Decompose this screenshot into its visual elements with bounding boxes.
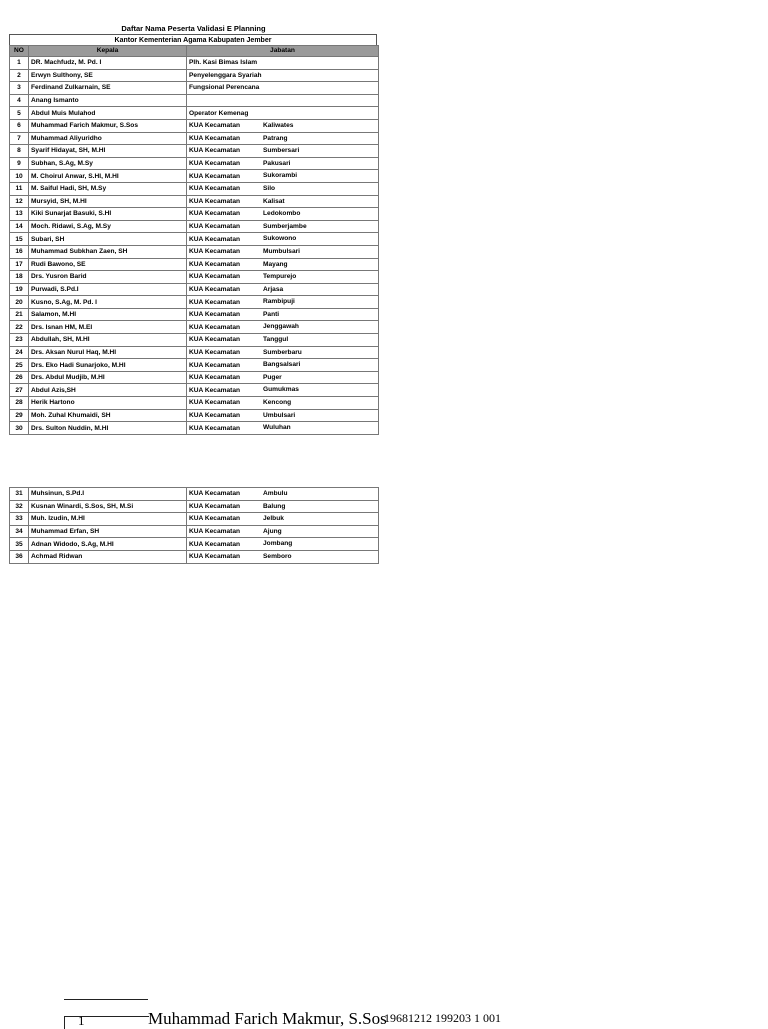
row-kecamatan: Sumbersari: [263, 147, 300, 155]
row-kepala: Abdul Muis Mulahod: [29, 107, 187, 120]
row-jabatan: KUA Kecamatan: [189, 386, 241, 394]
row-kecamatan: Umbulsari: [263, 411, 296, 419]
table-row: [10, 397, 379, 410]
row-kepala: M. Choirul Anwar, S.HI, M.HI: [29, 170, 187, 183]
row-jabatan-cell: [187, 208, 379, 221]
row-kecamatan: Jenggawah: [263, 323, 299, 331]
row-jabatan: KUA Kecamatan: [189, 311, 241, 319]
row-number: 4: [10, 94, 29, 107]
row-number: 27: [10, 384, 29, 397]
next-page-fragment: [60, 996, 760, 1028]
row-number: 13: [10, 208, 29, 221]
row-kecamatan: Semboro: [263, 552, 292, 560]
row-jabatan-cell: [187, 132, 379, 145]
row-kepala: Achmad Ridwan: [29, 550, 187, 563]
row-kepala: Subhan, S.Ag, M.Sy: [29, 157, 187, 170]
row-jabatan: KUA Kecamatan: [189, 160, 241, 168]
table-row: [10, 283, 379, 296]
table-row: [10, 57, 379, 70]
table-row: [10, 258, 379, 271]
row-jabatan-cell: [187, 119, 379, 132]
row-kepala: Moh. Zuhal Khumaidi, SH: [29, 409, 187, 422]
table-row: [10, 422, 379, 435]
row-number: 36: [10, 550, 29, 563]
row-kepala: Moch. Ridawi, S.Ag, M.Sy: [29, 220, 187, 233]
row-jabatan: KUA Kecamatan: [189, 210, 241, 218]
row-jabatan: KUA Kecamatan: [189, 348, 241, 356]
row-number: 14: [10, 220, 29, 233]
row-jabatan-cell: [187, 157, 379, 170]
row-kecamatan: Kencong: [263, 399, 292, 407]
row-number: 15: [10, 233, 29, 246]
row-number: 21: [10, 308, 29, 321]
row-kecamatan: Kalisat: [263, 197, 285, 205]
row-jabatan: KUA Kecamatan: [189, 223, 241, 231]
row-number: 33: [10, 513, 29, 526]
row-jabatan-cell: [187, 346, 379, 359]
row-kepala: Drs. Eko Hadi Sunarjoko, M.HI: [29, 359, 187, 372]
row-jabatan: Fungsional Perencana: [189, 84, 260, 92]
row-jabatan: KUA Kecamatan: [189, 490, 241, 498]
row-jabatan: KUA Kecamatan: [189, 374, 241, 382]
row-kecamatan: Panti: [263, 310, 280, 318]
row-jabatan-cell: [187, 538, 379, 551]
row-kepala: Erwyn Sulthony, SE: [29, 69, 187, 82]
row-jabatan-cell: [187, 195, 379, 208]
row-jabatan-cell: [187, 359, 379, 372]
row-kepala: Abdullah, SH, M.HI: [29, 334, 187, 347]
row-jabatan: KUA Kecamatan: [189, 424, 241, 432]
table-row: [10, 550, 379, 563]
row-kepala: Drs. Abdul Mudjib, M.HI: [29, 371, 187, 384]
row-kepala: Drs. Sulton Nuddin, M.HI: [29, 422, 187, 435]
row-kepala: Muhammad Aliyuridho: [29, 132, 187, 145]
row-jabatan-cell: [187, 550, 379, 563]
row-kecamatan: Gumukmas: [263, 386, 299, 394]
table-row: [10, 208, 379, 221]
row-jabatan-cell: [187, 409, 379, 422]
row-kecamatan: Patrang: [263, 134, 288, 142]
row-jabatan-cell: [187, 170, 379, 183]
row-jabatan-cell: [187, 500, 379, 513]
table-row: [10, 371, 379, 384]
row-kecamatan: Pakusari: [263, 159, 291, 167]
row-number: 12: [10, 195, 29, 208]
row-jabatan-cell: [187, 82, 379, 95]
row-kecamatan: Ajung: [263, 527, 282, 535]
row-number: 11: [10, 182, 29, 195]
row-kepala: Salamon, M.HI: [29, 308, 187, 321]
row-kecamatan: Sukowono: [263, 235, 297, 243]
row-kecamatan: Tanggul: [263, 336, 289, 344]
row-jabatan: KUA Kecamatan: [189, 361, 241, 369]
fragment-rule: [64, 999, 148, 1000]
row-number: 10: [10, 170, 29, 183]
row-jabatan-cell: [187, 245, 379, 258]
row-jabatan-cell: [187, 220, 379, 233]
document-title: Daftar Nama Peserta Validasi E Planning: [121, 24, 266, 33]
row-kepala: Drs. Yusron Barid: [29, 271, 187, 284]
row-kecamatan: Wuluhan: [263, 424, 291, 432]
row-kepala: Kiki Sunarjat Basuki, S.HI: [29, 208, 187, 221]
row-jabatan: KUA Kecamatan: [189, 399, 241, 407]
row-jabatan: Plh. Kasi Bimas Islam: [189, 59, 258, 67]
participants-table-body: [10, 57, 379, 435]
row-kecamatan: Ledokombo: [263, 210, 301, 218]
row-jabatan-cell: [187, 271, 379, 284]
row-jabatan: KUA Kecamatan: [189, 298, 241, 306]
row-kecamatan: Ambulu: [263, 490, 288, 497]
fragment-cell-border: [64, 1016, 149, 1029]
row-jabatan: KUA Kecamatan: [189, 528, 241, 536]
table-row: [10, 182, 379, 195]
row-kecamatan: Silo: [263, 184, 276, 192]
row-number: 25: [10, 359, 29, 372]
row-kecamatan: Jelbuk: [263, 515, 284, 523]
row-jabatan: KUA Kecamatan: [189, 122, 241, 130]
header-no: NO: [10, 46, 29, 57]
row-kecamatan: Jombang: [263, 540, 293, 548]
table-row: [10, 321, 379, 334]
row-jabatan-cell: [187, 57, 379, 70]
row-jabatan-cell: [187, 233, 379, 246]
row-kepala: Adnan Widodo, S.Ag, M.HI: [29, 538, 187, 551]
row-number: 26: [10, 371, 29, 384]
table-row: [10, 245, 379, 258]
row-jabatan: KUA Kecamatan: [189, 185, 241, 193]
row-jabatan: KUA Kecamatan: [189, 515, 241, 523]
row-kepala: Drs. Isnan HM, M.EI: [29, 321, 187, 334]
table-row: [10, 107, 379, 120]
table-row: [10, 145, 379, 158]
row-jabatan: KUA Kecamatan: [189, 411, 241, 419]
row-jabatan: KUA Kecamatan: [189, 147, 241, 155]
row-kecamatan: Sumberbaru: [263, 348, 302, 356]
row-jabatan: KUA Kecamatan: [189, 540, 241, 548]
participants-table: [9, 45, 379, 435]
table-row: [10, 359, 379, 372]
table-row: [10, 195, 379, 208]
row-number: 5: [10, 107, 29, 120]
row-number: 34: [10, 525, 29, 538]
row-jabatan: KUA Kecamatan: [189, 197, 241, 205]
row-number: 23: [10, 334, 29, 347]
row-kepala: Muhammad Erfan, SH: [29, 525, 187, 538]
row-kepala: Subari, SH: [29, 233, 187, 246]
row-number: 3: [10, 82, 29, 95]
row-kepala: DR. Machfudz, M. Pd. I: [29, 57, 187, 70]
row-jabatan: KUA Kecamatan: [189, 273, 241, 281]
row-kepala: Ferdinand Zulkarnain, SE: [29, 82, 187, 95]
row-kepala: Purwadi, S.Pd.I: [29, 283, 187, 296]
row-jabatan: KUA Kecamatan: [189, 553, 241, 561]
table-row: [10, 384, 379, 397]
row-jabatan-cell: [187, 182, 379, 195]
row-number: 28: [10, 397, 29, 410]
row-jabatan-cell: [187, 422, 379, 435]
office-name: Kantor Kementerian Agama Kabupaten Jember: [9, 34, 377, 45]
table-row: [10, 94, 379, 107]
row-number: 32: [10, 500, 29, 513]
row-kepala: Drs. Aksan Nurul Haq, M.HI: [29, 346, 187, 359]
table-row: [10, 82, 379, 95]
row-jabatan-cell: [187, 94, 379, 107]
row-jabatan: KUA Kecamatan: [189, 260, 241, 268]
row-jabatan-cell: [187, 384, 379, 397]
table-row: [10, 334, 379, 347]
row-number: 22: [10, 321, 29, 334]
row-kepala: M. Saiful Hadi, SH, M.Sy: [29, 182, 187, 195]
table-row: [10, 271, 379, 284]
row-kecamatan: Rambipuji: [263, 298, 295, 306]
row-kecamatan: Mumbulsari: [263, 247, 301, 255]
row-jabatan-cell: [187, 371, 379, 384]
row-jabatan-cell: [187, 107, 379, 120]
row-kecamatan: Puger: [263, 373, 282, 381]
row-jabatan: Penyelenggara Syariah: [189, 71, 262, 79]
table-row: [10, 409, 379, 422]
row-number: 29: [10, 409, 29, 422]
row-number: 19: [10, 283, 29, 296]
row-number: 6: [10, 119, 29, 132]
table-header-row: [10, 46, 379, 57]
row-jabatan: KUA Kecamatan: [189, 235, 241, 243]
row-kepala: Muhammad Farich Makmur, S.Sos: [29, 119, 187, 132]
table-row: [10, 525, 379, 538]
row-kecamatan: Sumberjambe: [263, 222, 307, 230]
row-kecamatan: Sukorambi: [263, 172, 298, 180]
row-number: 17: [10, 258, 29, 271]
row-kepala: Abdul Azis,SH: [29, 384, 187, 397]
row-number: 31: [10, 488, 29, 501]
row-number: 20: [10, 296, 29, 309]
row-kecamatan: Balung: [263, 502, 286, 510]
table-row: [10, 157, 379, 170]
row-jabatan-cell: [187, 296, 379, 309]
row-number: 2: [10, 69, 29, 82]
row-kepala: Muhsinun, S.Pd.I: [29, 488, 187, 501]
row-kepala: Kusnan Winardi, S.Sos, SH, M.Si: [29, 500, 187, 513]
fragment-row-number: 1: [78, 1013, 85, 1028]
row-kepala: Herik Hartono: [29, 397, 187, 410]
row-kecamatan: Bangsalsari: [263, 361, 301, 369]
row-number: 1: [10, 57, 29, 70]
row-jabatan-cell: [187, 69, 379, 82]
table-row: [10, 119, 379, 132]
row-kepala: Kusno, S.Ag, M. Pd. I: [29, 296, 187, 309]
row-kepala: Anang Ismanto: [29, 94, 187, 107]
table-row: [10, 296, 379, 309]
row-number: 35: [10, 538, 29, 551]
table-row: [10, 513, 379, 526]
table-row: [10, 500, 379, 513]
row-kecamatan: Kaliwates: [263, 121, 294, 129]
table-row: [10, 346, 379, 359]
table-row: [10, 488, 379, 501]
row-jabatan: KUA Kecamatan: [189, 248, 241, 256]
table-row: [10, 233, 379, 246]
row-jabatan-cell: [187, 321, 379, 334]
table-row: [10, 170, 379, 183]
row-kepala: Muhammad Subkhan Zaen, SH: [29, 245, 187, 258]
row-jabatan: KUA Kecamatan: [189, 323, 241, 331]
row-jabatan: KUA Kecamatan: [189, 336, 241, 344]
row-jabatan-cell: [187, 334, 379, 347]
row-jabatan: KUA Kecamatan: [189, 285, 241, 293]
row-kecamatan: Arjasa: [263, 285, 284, 293]
participants-table-continued-body: [10, 488, 379, 564]
row-kepala: Mursyid, SH, M.HI: [29, 195, 187, 208]
fragment-nip: 19681212 199203 1 001: [384, 1011, 501, 1025]
row-jabatan-cell: [187, 488, 379, 501]
header-jabatan: Jabatan: [187, 46, 379, 57]
row-jabatan-cell: [187, 308, 379, 321]
row-jabatan-cell: [187, 283, 379, 296]
row-jabatan: Operator Kemenag: [189, 109, 249, 117]
row-kecamatan: Tempurejo: [263, 273, 297, 281]
row-number: 7: [10, 132, 29, 145]
table-row: [10, 69, 379, 82]
row-number: 24: [10, 346, 29, 359]
row-number: 18: [10, 271, 29, 284]
row-jabatan: KUA Kecamatan: [189, 134, 241, 142]
row-number: 9: [10, 157, 29, 170]
table-row: [10, 220, 379, 233]
participants-table-continued: [9, 487, 379, 564]
row-kepala: Rudi Bawono, SE: [29, 258, 187, 271]
row-number: 30: [10, 422, 29, 435]
row-jabatan-cell: [187, 258, 379, 271]
row-jabatan-cell: [187, 525, 379, 538]
row-jabatan: KUA Kecamatan: [189, 502, 241, 510]
row-jabatan-cell: [187, 145, 379, 158]
row-number: 16: [10, 245, 29, 258]
row-kepala: Muh. Izudin, M.HI: [29, 513, 187, 526]
fragment-name: Muhammad Farich Makmur, S.Sos: [148, 1009, 387, 1028]
table-row: [10, 132, 379, 145]
row-kecamatan: Mayang: [263, 260, 288, 268]
row-jabatan-cell: [187, 397, 379, 410]
table-row: [10, 538, 379, 551]
row-jabatan-cell: [187, 513, 379, 526]
row-number: 8: [10, 145, 29, 158]
table-row: [10, 308, 379, 321]
row-kepala: Syarif Hidayat, SH, M.HI: [29, 145, 187, 158]
header-kepala: Kepala: [29, 46, 187, 57]
row-jabatan: KUA Kecamatan: [189, 172, 241, 180]
